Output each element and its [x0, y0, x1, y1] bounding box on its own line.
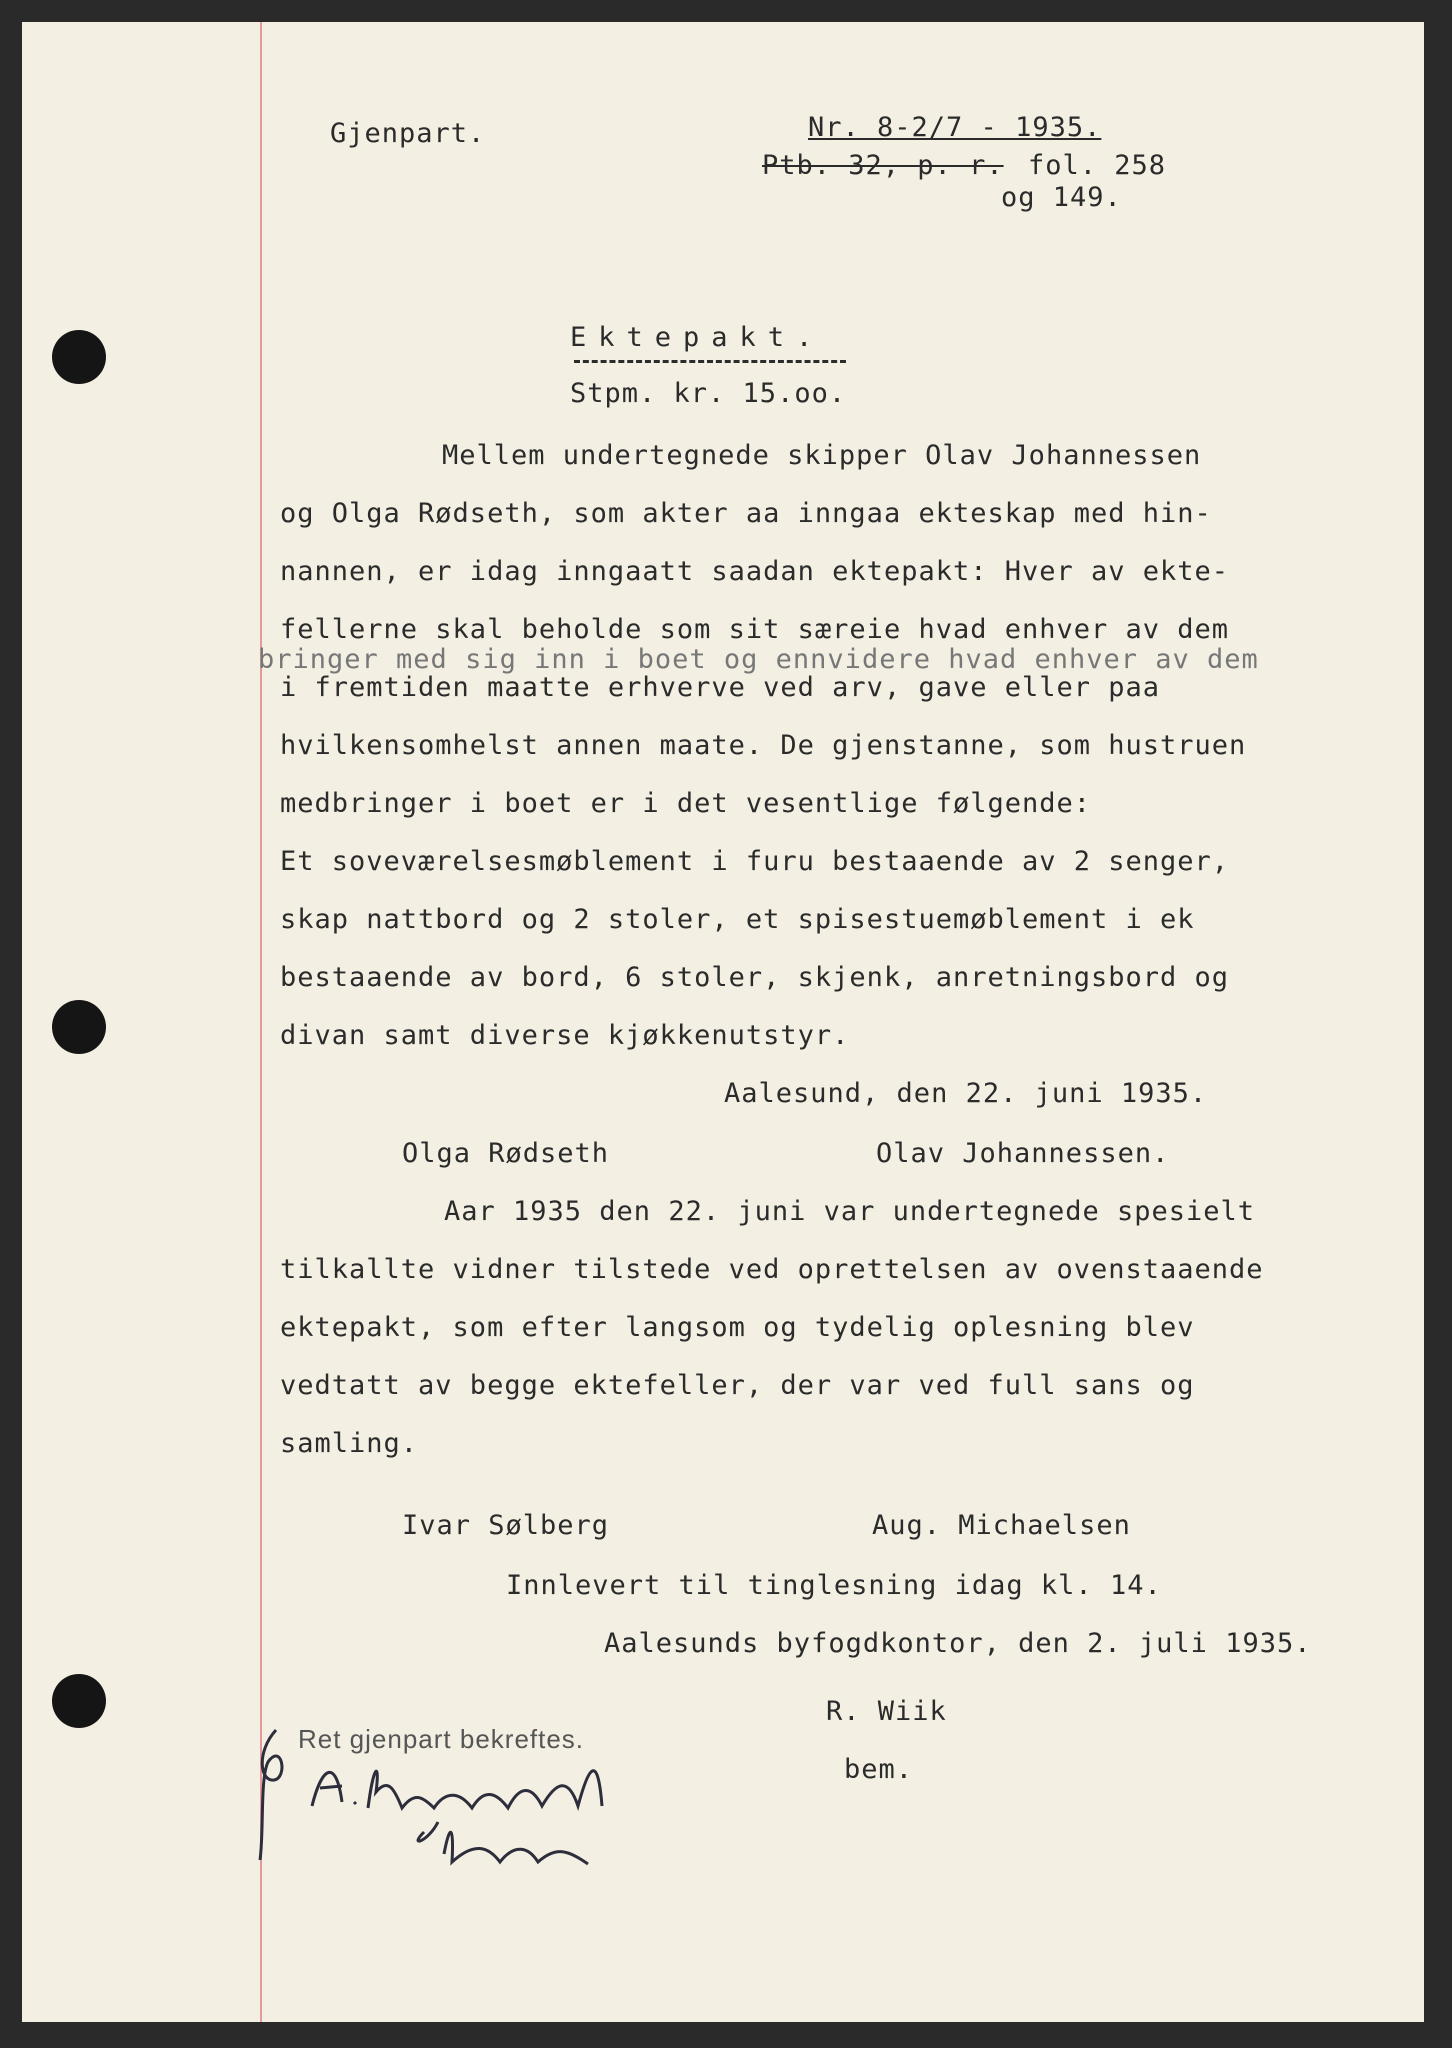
- official-name: R. Wiik: [826, 1696, 947, 1727]
- body-line: medbringer i boet er i det vesentlige følgende:: [280, 788, 1092, 819]
- copy-label: Gjenpart.: [330, 118, 486, 149]
- punch-hole: [52, 1000, 106, 1054]
- place-date: Aalesund, den 22. juni 1935.: [724, 1078, 1208, 1109]
- body-line: nannen, er idag inngaatt saadan ektepakt: Hver av ekte-: [280, 556, 1230, 587]
- body-line: i fremtiden maatte erhverve ved arv, gave eller paa: [280, 672, 1161, 703]
- body-line: bestaaende av bord, 6 stoler, skjenk, anretningsbord og: [280, 962, 1230, 993]
- certification-stamp: Ret gjenpart bekreftes.: [298, 1724, 585, 1754]
- folio-continued: og 149.: [1001, 182, 1122, 213]
- registration-note: Innlevert til tinglesning idag kl. 14.: [506, 1570, 1162, 1601]
- official-title: bem.: [844, 1754, 914, 1785]
- witness-signature-left: Ivar Sølberg: [402, 1510, 610, 1541]
- witness-line: vedtatt av begge ektefeller, der var ved full sans og: [280, 1370, 1195, 1401]
- inserted-line: bringer med sig inn i boet og ennvidere hvad enhver av dem: [258, 644, 1259, 675]
- body-line: skap nattbord og 2 stoler, et spisestuemøblement i ek: [280, 904, 1195, 935]
- handwritten-signature: [238, 1722, 678, 1892]
- witness-line: ektepakt, som efter langsom og tydelig oplesning blev: [280, 1312, 1195, 1343]
- punch-hole: [52, 1674, 106, 1728]
- party-signature-right: Olav Johannessen.: [876, 1138, 1170, 1169]
- document-page: [22, 22, 1424, 2022]
- witness-signature-right: Aug. Michaelsen: [872, 1510, 1131, 1541]
- page-title: Ektepakt.: [570, 322, 825, 353]
- office-date: Aalesunds byfogdkontor, den 2. juli 1935.: [604, 1628, 1312, 1659]
- body-line: fellerne skal beholde som sit særeie hvad enhver av dem: [280, 614, 1230, 645]
- punch-hole: [52, 330, 106, 384]
- body-line: hvilkensomhelst annen maate. De gjenstanne, som hustruen: [280, 730, 1247, 761]
- title-underline: [574, 360, 846, 363]
- stamp-fee: Stpm. kr. 15.oo.: [570, 378, 847, 409]
- folio: fol. 258: [1028, 150, 1167, 181]
- witness-line: samling.: [280, 1428, 419, 1459]
- struck-reference: Ptb. 32, p. r.: [762, 150, 1004, 181]
- body-line: og Olga Rødseth, som akter aa inngaa ekteskap med hin-: [280, 498, 1212, 529]
- body-line: Mellem undertegnede skipper Olav Johannessen: [442, 440, 1202, 471]
- witness-line: tilkallte vidner tilstede ved oprettelsen av ovenstaaende: [280, 1254, 1264, 1285]
- document-number: Nr. 8-2/7 - 1935.: [808, 112, 1102, 143]
- body-line: divan samt diverse kjøkkenutstyr.: [280, 1020, 850, 1051]
- party-signature-left: Olga Rødseth: [402, 1138, 610, 1169]
- witness-line: Aar 1935 den 22. juni var undertegnede spesielt: [444, 1196, 1256, 1227]
- body-line: Et soveværelsesmøblement i furu bestaaende av 2 senger,: [280, 846, 1230, 877]
